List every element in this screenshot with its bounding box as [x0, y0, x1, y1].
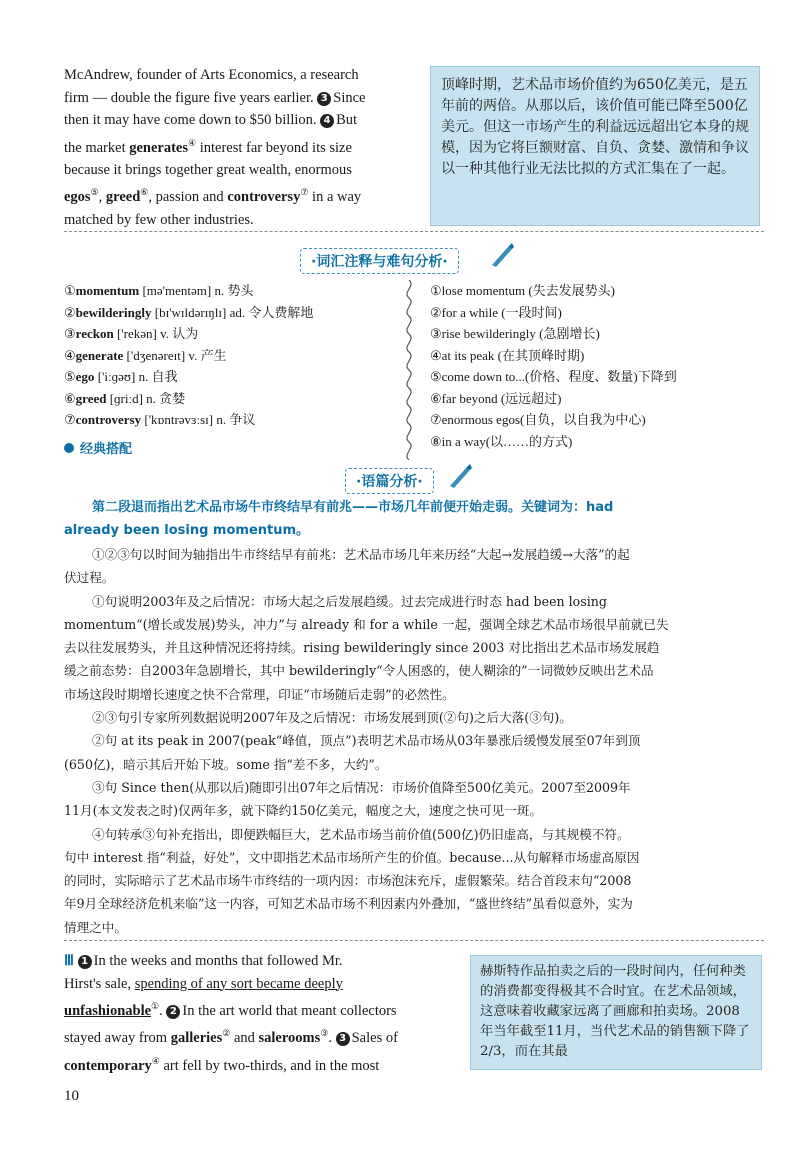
- collocation-item: ⑧in a way(以……的方式): [430, 433, 573, 449]
- vocab-item: ⑥greed [ɡriːd] n. 贪婪: [64, 390, 186, 406]
- en-line-7: matched by few other industries.: [64, 211, 254, 228]
- word-egos: egos: [64, 189, 91, 206]
- analysis-lead: 第二段退而指出艺术品市场牛市终结早有前兆——市场几年前便开始走弱。关键词为：had already been losing momentum。: [64, 500, 614, 538]
- sentence-number-3: 3: [336, 1032, 350, 1046]
- collocation-item: ⑤come down to...(价格、程度、数量)下降到: [430, 369, 677, 384]
- page-number: 10: [64, 1088, 79, 1104]
- en-line-3: then it may have come down to $50 billion. 4 But: [64, 112, 358, 128]
- vocab-section-header: ·词汇注释与难句分析·: [300, 248, 459, 274]
- en-line: contemporary④ art fell by two-thirds, and in the most: [64, 1055, 380, 1074]
- en-line-2: firm — double the figure five years earlier. 3 Since: [64, 89, 366, 106]
- sentence-number-1: 1: [78, 955, 92, 969]
- collocation-item: ⑦enormous egos(自负，以自我为中心): [430, 412, 646, 427]
- analysis-paragraph: ②句 at its peak in 2007(peak“峰值，顶点”)表明艺术品市场从03年暴涨后缓慢发展至07年到顶 (650亿)，暗示其后开始下坡。some 指“差不多，大约”。: [64, 733, 641, 772]
- analysis-section-header: ·语篇分析·: [345, 468, 434, 494]
- divider-top: [64, 231, 764, 232]
- spiral-divider: [402, 280, 416, 460]
- analysis-paragraph: ①句说明2003年及之后情况：市场大起之后发展趋缓。过去完成进行时态 had been losing momentum“(增长或发展)势头，冲力”与 already 和 for a while 一起，强调全球艺术品市场很早前就已失 去以往发展势头，并且这种情况还将持续。rising bewilderingly since 2003 对比指出艺术品市场发展趋 缓之前态势：自2003年急剧增长，其中 bewilderingly“令人困惑的，使人糊涂的”一词微妙反映出艺术品 市场这段时期增长速度之快不合常理，印证“市场随后走弱”的必然性。: [64, 593, 669, 702]
- word-controversy: controversy: [227, 189, 301, 206]
- vocab-item: ⑦controversy ['kɒntrəvɜːsɪ] n. 争议: [64, 412, 256, 427]
- en-line: unfashionable①. 2 In the art world that meant collectors: [64, 1001, 397, 1019]
- collocation-list: [430, 280, 760, 452]
- vocab-item: ⑤ego ['iːɡəʊ] n. 自我: [64, 369, 178, 384]
- en-line-6: egos⑤, greed⑥, passion and controversy⑦ in a way: [64, 187, 362, 206]
- analysis-paragraph: ①②③句以时间为轴指出牛市终结早有前兆：艺术品市场几年来历经“大起→发展趋缓→大落”的起 伏过程。: [64, 547, 630, 586]
- analysis-paragraph: ④句转承③句补充指出，即便跌幅巨大，艺术品市场当前价值(500亿)仍旧虚高，与其规模不符。 句中 interest 指“利益，好处”，文中即指艺术品市场所产生的价值。because...从句解释市场虚高原因 的同时，实际暗示了艺术品市场牛市终结的一项内因：市场泡沫充斥，虚假繁荣。结合首段末句“2008 年9月全球经济危机来临”这一内容，可知艺术品市场不利因素内外叠加，“盛世终结”虽看似意外，实为 情理之中。: [64, 826, 640, 935]
- roman-numeral: Ⅲ: [64, 953, 74, 969]
- vocab-item: ①momentum [mə'mentəm] n. 势头: [64, 283, 254, 298]
- bullet-icon: [64, 443, 74, 453]
- vocab-item: ④generate ['dʒenəreɪt] v. 产生: [64, 347, 227, 363]
- word-galleries: galleries: [170, 1030, 223, 1047]
- sentence-number-3: 3: [317, 92, 331, 106]
- analysis-paragraph: ②③句引专家所列数据说明2007年及之后情况：市场发展到顶(②句)之后大落(③句)。: [92, 710, 572, 726]
- collocation-item: ②for a while (一段时间): [430, 304, 562, 320]
- pen-icon: [488, 241, 516, 269]
- classic-collocations-label: 经典搭配: [64, 438, 132, 457]
- vocab-item: ②bewilderingly [bɪ'wɪldərɪŋlɪ] ad. 令人费解地: [64, 304, 314, 320]
- word-salerooms: salerooms: [258, 1030, 321, 1047]
- word-generates: generates: [129, 139, 189, 156]
- sentence-number-4: 4: [320, 114, 334, 128]
- english-passage-bottom: [64, 950, 456, 1077]
- word-greed: greed: [105, 189, 141, 206]
- english-passage-top: [64, 64, 414, 231]
- collocation-item: ③rise bewilderingly (急剧增长): [430, 326, 600, 341]
- collocation-item: ④at its peak (在其顶峰时期): [430, 347, 585, 363]
- pen-icon: [446, 462, 474, 490]
- en-line-5: because it brings together great wealth, enormous: [64, 161, 352, 178]
- collocation-item: ⑥far beyond (远远超过): [430, 390, 562, 406]
- sentence-number-2: 2: [166, 1005, 180, 1019]
- en-line: Ⅲ 1 In the weeks and months that followed Mr.: [64, 953, 343, 969]
- vocab-item: ③reckon ['rekən] v. 认为: [64, 326, 199, 341]
- collocation-item: ①lose momentum (失去发展势头): [430, 283, 615, 298]
- word-unfashionable: unfashionable: [64, 1002, 152, 1019]
- translation-box-bottom: 赫斯特作品拍卖之后的一段时间内，任何种类的消费都变得极其不合时宜。在艺术品领域，这意味着收藏家远离了画廊和拍卖场。2008年当年截至11月，当代艺术品的销售额下降了2/3，而在其最: [470, 955, 762, 1070]
- vocab-list: [64, 280, 394, 431]
- word-contemporary: contemporary: [64, 1057, 152, 1074]
- en-line: Hirst's sale, spending of any sort became deeply: [64, 975, 343, 992]
- translation-box-top: 顶峰时期，艺术品市场价值约为650亿美元，是五年前的两倍。从那以后，该价值可能已降至500亿美元。但这一市场产生的利益远远超出它本身的规模，因为它将巨额财富、自负、贪婪、激情和争议以一种其他行业无法比拟的方式汇集在了一起。: [430, 66, 760, 226]
- en-line-1: McAndrew, founder of Arts Economics, a research: [64, 67, 359, 83]
- analysis-body: [64, 543, 764, 939]
- divider-bottom: [64, 940, 764, 941]
- en-line-4: the market generates④ interest far beyond its size: [64, 137, 352, 156]
- en-line: stayed away from galleries② and salerooms③. 3 Sales of: [64, 1028, 398, 1047]
- analysis-paragraph: ③句 Since then(从那以后)随即引出07年之后情况：市场价值降至500亿美元。2007至2009年 11月(本文发表之时)仅两年多，就下降约150亿美元，幅度之大，速度之快可见一斑。: [64, 779, 631, 819]
